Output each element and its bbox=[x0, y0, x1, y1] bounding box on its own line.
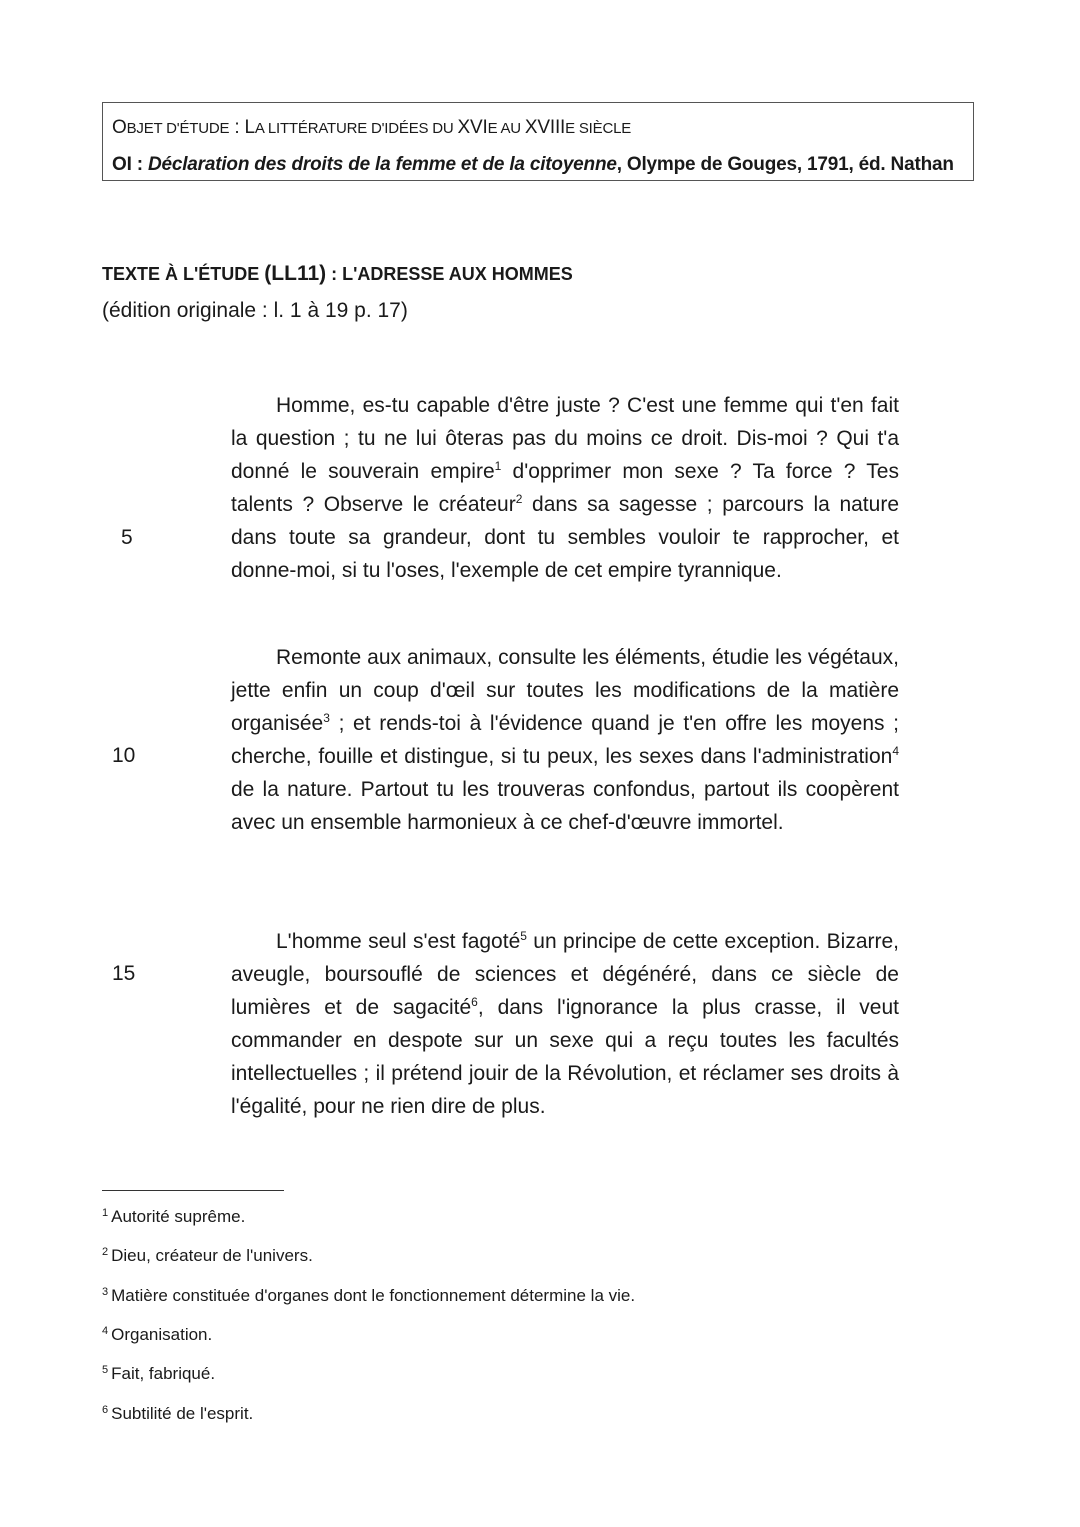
section-title: TEXTE À L'ÉTUDE (LL11) : L'ADRESSE AUX HOMMES bbox=[102, 262, 573, 285]
line-number-5: 5 bbox=[121, 526, 133, 549]
footnote-ref: 1 bbox=[494, 459, 502, 473]
line-number-15: 15 bbox=[112, 962, 136, 985]
footnote-6: $^6$ Subtilité de l'esprit. bbox=[102, 1404, 254, 1423]
edition-note: (édition originale : l. 1 à 19 p. 17) bbox=[102, 299, 408, 322]
footnote-ref: 6 bbox=[471, 995, 478, 1009]
footnote-ref: 2 bbox=[515, 492, 523, 506]
footnote-3: $^3$ Matière constituée d'organes dont le fonctionnement détermine la vie. bbox=[102, 1286, 636, 1305]
footnote-2: $^2$ Dieu, créateur de l'univers. bbox=[102, 1246, 313, 1265]
study-header-box bbox=[102, 102, 974, 181]
footnote-ref: 4 bbox=[892, 744, 899, 758]
paragraph-2: Remonte aux animaux, consulte les éléments, étudie les végétaux, jette enfin un coup d'œil sur toutes les modifications de la matière organisée$^3$ ; et rends-toi à l'évidence quand je t'en offre les moyens ; cherche, fouille et distingue, si tu peux, les sexes dans l'administration$^4$ de la nature. Partout tu les trouveras confondus, partout ils coopèrent avec un ensemble harmonieux à ce chef-d'œuvre immortel. bbox=[231, 646, 899, 834]
study-object-line: OBJET D'ÉTUDE : LA LITTÉRATURE D'IDÉES DU XVIE AU XVIIIE SIÈCLE bbox=[112, 117, 632, 138]
footnote-ref: 3 bbox=[323, 711, 330, 725]
footnote-5: $^5$ Fait, fabriqué. bbox=[102, 1364, 216, 1383]
line-number-10: 10 bbox=[112, 744, 136, 767]
paragraph-1: Homme, es-tu capable d'être juste ? C'est une femme qui t'en fait la question ; tu ne lui ôteras pas du moins ce droit. Dis-moi ? Qui t'a donné le souverain empire$^1$ d'opprimer mon sexe ? Ta force ? Tes talents ? Observe le créateur$^2$ dans sa sagesse ; parcours la nature dans toute sa grandeur, dont tu sembles vouloir te rapprocher, et donne-moi, si tu l'oses, l'exemple de cet empire tyrannique. bbox=[231, 394, 899, 582]
footnote-separator bbox=[102, 1190, 284, 1191]
footnote-4: $^4$ Organisation. bbox=[102, 1325, 213, 1344]
work-reference-line: OI : Déclaration des droits de la femme et de la citoyenne, Olympe de Gouges, 1791, éd. Nathan bbox=[112, 154, 954, 175]
footnote-ref: 5 bbox=[520, 929, 527, 943]
footnote-1: $^1$ Autorité suprême. bbox=[102, 1207, 246, 1226]
paragraph-3: L'homme seul s'est fagoté$^5$ un principe de cette exception. Bizarre, aveugle, boursouflé de sciences et dégénéré, dans ce siècle de lumières et de sagacité$^6$, dans l'ignorance la plus crasse, il veut commander en despote sur un sexe qui a reçu toutes les facultés intellectuelles ; il prétend jouir de la Révolution, et réclamer ses droits à l'égalité, pour ne rien dire de plus. bbox=[231, 929, 900, 1118]
